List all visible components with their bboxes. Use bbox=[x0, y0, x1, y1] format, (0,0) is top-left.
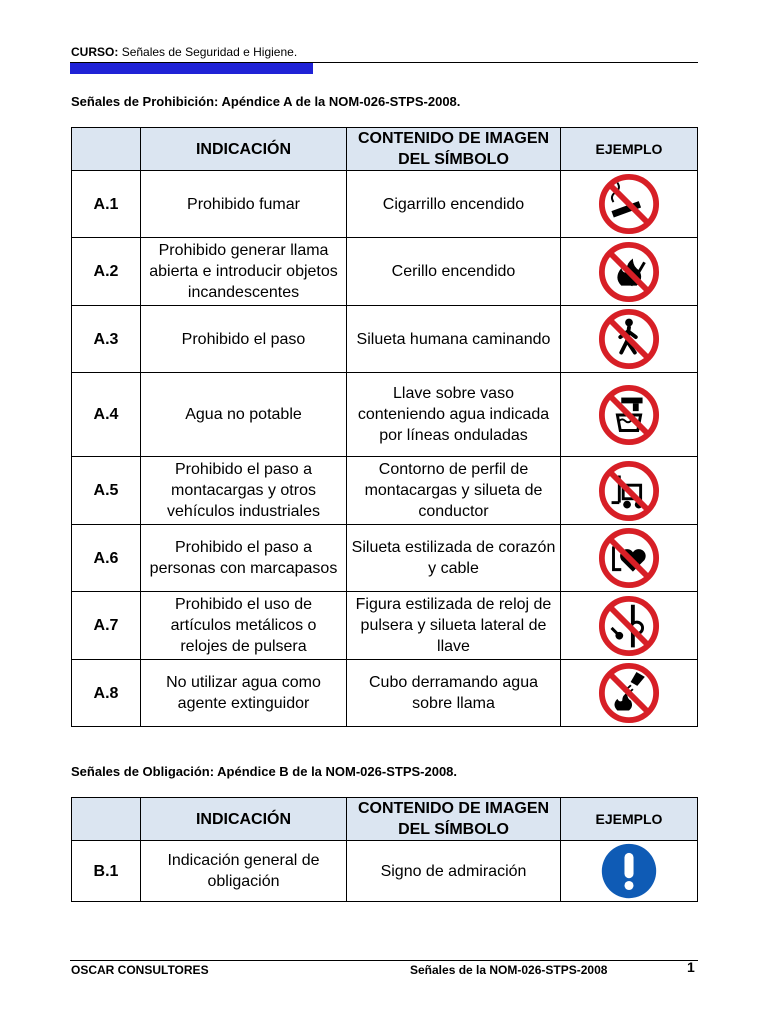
header-indicacion: INDICACIÓN bbox=[141, 798, 347, 841]
row-indicacion: Prohibido el uso de artículos metálicos o relojes de pulsera bbox=[141, 592, 347, 660]
row-contenido: Llave sobre vaso conteniendo agua indicada por líneas onduladas bbox=[347, 373, 561, 457]
row-ejemplo bbox=[561, 373, 698, 457]
row-indicacion: Indicación general de obligación bbox=[141, 841, 347, 902]
no-open-flame-icon bbox=[598, 241, 660, 303]
row-contenido: Cubo derramando agua sobre llama bbox=[347, 660, 561, 727]
row-ejemplo bbox=[561, 841, 698, 902]
row-indicacion: Agua no potable bbox=[141, 373, 347, 457]
table-row bbox=[72, 841, 698, 902]
section-b-title: Señales de Obligación: Apéndice B de la NOM-026-STPS-2008. bbox=[71, 764, 458, 779]
row-indicacion: No utilizar agua como agente extinguidor bbox=[141, 660, 347, 727]
row-contenido: Silueta humana caminando bbox=[347, 306, 561, 373]
row-contenido: Contorno de perfil de montacargas y silueta de conductor bbox=[347, 457, 561, 525]
row-indicacion: Prohibido el paso a personas con marcapasos bbox=[141, 525, 347, 592]
page-number: 1 bbox=[687, 959, 695, 975]
table-row bbox=[72, 373, 698, 457]
row-contenido: Cerillo encendido bbox=[347, 238, 561, 306]
header-ejemplo: EJEMPLO bbox=[561, 798, 698, 841]
prohibition-table bbox=[71, 127, 698, 727]
row-contenido: Cigarrillo encendido bbox=[347, 171, 561, 238]
table-row bbox=[72, 457, 698, 525]
header-ejemplo: EJEMPLO bbox=[561, 128, 698, 171]
header-divider bbox=[70, 62, 698, 63]
no-pedestrians-icon bbox=[598, 308, 660, 370]
row-ejemplo bbox=[561, 457, 698, 525]
header-contenido: CONTENIDO DE IMAGEN DEL SÍMBOLO bbox=[347, 798, 561, 841]
table-header-row bbox=[72, 128, 698, 171]
row-indicacion: Prohibido generar llama abierta e introducir objetos incandescentes bbox=[141, 238, 347, 306]
mandatory-table bbox=[71, 797, 698, 902]
row-ejemplo bbox=[561, 306, 698, 373]
header-indicacion: INDICACIÓN bbox=[141, 128, 347, 171]
row-code: A.3 bbox=[72, 306, 141, 373]
mandatory-exclamation-icon bbox=[600, 842, 658, 900]
footer-document: Señales de la NOM-026-STPS-2008 bbox=[410, 963, 608, 977]
row-indicacion: Prohibido el paso a montacargas y otros vehículos industriales bbox=[141, 457, 347, 525]
row-indicacion: Prohibido el paso bbox=[141, 306, 347, 373]
row-code: A.6 bbox=[72, 525, 141, 592]
footer-divider bbox=[70, 960, 698, 961]
row-contenido: Silueta estilizada de corazón y cable bbox=[347, 525, 561, 592]
no-water-extinguishing-icon bbox=[598, 662, 660, 724]
row-contenido: Figura estilizada de reloj de pulsera y silueta lateral de llave bbox=[347, 592, 561, 660]
table-row bbox=[72, 660, 698, 727]
row-code: A.7 bbox=[72, 592, 141, 660]
row-ejemplo bbox=[561, 238, 698, 306]
header-contenido: CONTENIDO DE IMAGEN DEL SÍMBOLO bbox=[347, 128, 561, 171]
footer-company: OSCAR CONSULTORES bbox=[71, 963, 209, 977]
course-line bbox=[71, 45, 297, 59]
table-row bbox=[72, 171, 698, 238]
table-row bbox=[72, 306, 698, 373]
row-indicacion: Prohibido fumar bbox=[141, 171, 347, 238]
row-ejemplo bbox=[561, 171, 698, 238]
row-code: B.1 bbox=[72, 841, 141, 902]
row-code: A.5 bbox=[72, 457, 141, 525]
table-row bbox=[72, 238, 698, 306]
non-potable-water-icon bbox=[598, 384, 660, 446]
row-code: A.2 bbox=[72, 238, 141, 306]
no-smoking-icon bbox=[598, 173, 660, 235]
no-forklifts-icon bbox=[598, 460, 660, 522]
header-accent-bar bbox=[70, 62, 313, 74]
course-title: Señales de Seguridad e Higiene. bbox=[121, 45, 298, 59]
course-label: CURSO: bbox=[71, 45, 119, 59]
section-a-title: Señales de Prohibición: Apéndice A de la NOM-026-STPS-2008. bbox=[71, 94, 461, 109]
no-pacemakers-icon bbox=[598, 527, 660, 589]
row-ejemplo bbox=[561, 592, 698, 660]
no-metal-articles-icon bbox=[598, 595, 660, 657]
row-ejemplo bbox=[561, 660, 698, 727]
row-code: A.1 bbox=[72, 171, 141, 238]
row-code: A.4 bbox=[72, 373, 141, 457]
row-code: A.8 bbox=[72, 660, 141, 727]
table-row bbox=[72, 592, 698, 660]
table-row bbox=[72, 525, 698, 592]
row-contenido: Signo de admiración bbox=[347, 841, 561, 902]
table-header-row bbox=[72, 798, 698, 841]
row-ejemplo bbox=[561, 525, 698, 592]
header-code bbox=[72, 128, 141, 171]
header-code bbox=[72, 798, 141, 841]
